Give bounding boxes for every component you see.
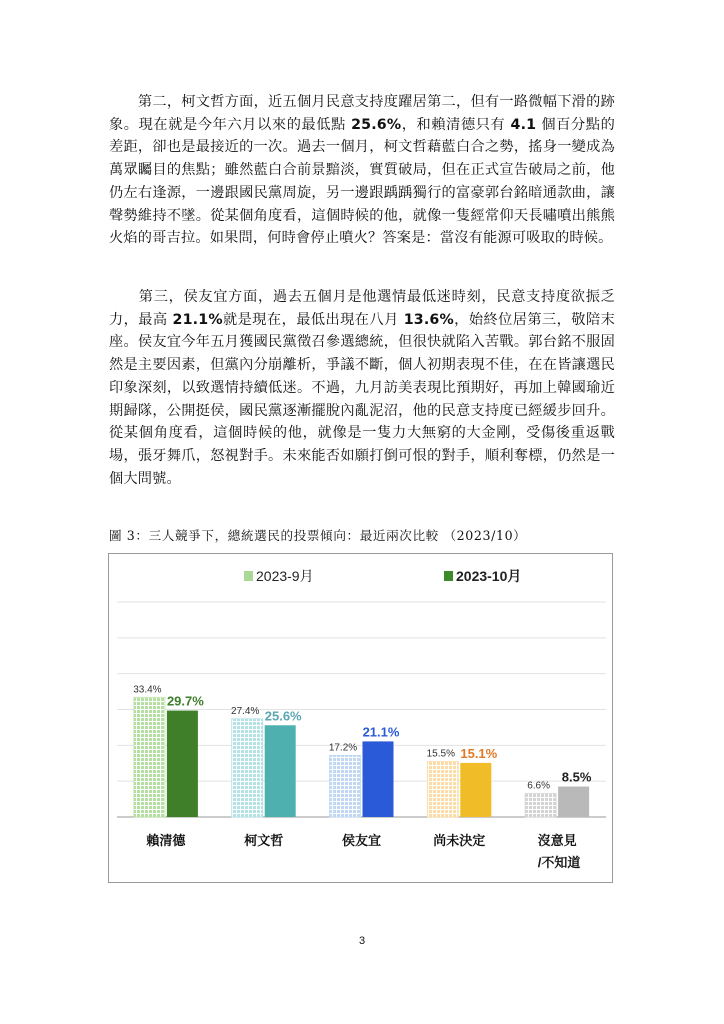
data-label-previous: 6.6% xyxy=(527,780,550,792)
bar-current xyxy=(558,787,589,817)
data-label-current: 25.6% xyxy=(264,708,302,724)
category-label: 賴清德 xyxy=(146,833,186,848)
data-label-current: 15.1% xyxy=(460,745,498,761)
paragraph-hou-yu-ih xyxy=(109,286,615,490)
legend-label: 2023-10月 xyxy=(456,568,522,584)
paragraph-text: 個百分點的差距，卻也是最接近的一次。過去一個月，柯文哲藉藍白合之勢，搖身一變成為萬眾矚目的焦點；雖然藍白合前景黯淡，實質破局，但在正式宣告破局之前，他仍左右逢源，一邊跟國民黨周旋，另一邊跟踽踽獨行的富豪郭台銘暗通款曲，讓聲勢維持不墜。從某個角度看，這個時候的他，就像一隻經常仰天長嘯噴出熊熊火焰的哥吉拉。如果問，何時會停止噴火？答案是：當沒有能源可吸取的時候。 xyxy=(109,116,615,247)
legend-label: 2023-9月 xyxy=(256,568,314,584)
bar-current xyxy=(363,741,394,817)
bar-current xyxy=(167,711,198,817)
data-label-current: 8.5% xyxy=(561,769,592,785)
bar-current xyxy=(265,725,296,817)
paragraph-text: ，和賴清德只有 xyxy=(401,116,511,133)
bar-previous xyxy=(134,697,165,817)
bold-figure: 13.6% xyxy=(403,311,454,328)
category-label: 柯文哲 xyxy=(244,833,284,848)
bold-figure: 4.1 xyxy=(510,116,537,133)
data-label-previous: 15.5% xyxy=(426,748,455,760)
data-label-current: 21.1% xyxy=(362,724,400,740)
legend-swatch xyxy=(244,571,253,581)
paragraph-text: 就是現在，最低出現在八月 xyxy=(222,311,404,328)
category-label: 沒意見 xyxy=(537,833,577,848)
bar-chart xyxy=(108,553,613,883)
bold-figure: 25.6% xyxy=(351,116,402,133)
paragraph-ko-wen-je xyxy=(109,91,615,250)
bar-previous xyxy=(427,761,458,817)
data-label-previous: 33.4% xyxy=(133,684,162,696)
paragraph-text: 第三，侯友宜方面，過去五個月是他選情最低迷時刻，民意支持度欲振乏力，最高 xyxy=(109,289,615,328)
paragraph-text: 第二，柯文哲方面，近五個月民意支持度躍居第二，但有一路微幅下滑的跡象。現在就是今年六月以來的最低點 xyxy=(109,94,615,133)
bar-previous xyxy=(525,793,556,817)
bar-previous xyxy=(232,719,263,817)
page-number: 3 xyxy=(358,935,366,947)
bar-current xyxy=(460,763,491,817)
bold-figure: 21.1% xyxy=(172,311,223,328)
bar-previous xyxy=(330,755,361,817)
figure-caption: 圖 3：三人競爭下，總統選民的投票傾向：最近兩次比較 （2023/10） xyxy=(109,528,527,543)
data-label-current: 29.7% xyxy=(166,693,204,709)
category-label: 尚未決定 xyxy=(433,833,486,848)
data-label-previous: 17.2% xyxy=(328,742,358,754)
category-label: 侯友宜 xyxy=(341,833,382,848)
bar-chart-svg xyxy=(109,554,614,884)
category-label: /不知道 xyxy=(537,855,581,870)
data-label-previous: 27.4% xyxy=(231,705,260,717)
legend-swatch xyxy=(444,571,453,581)
paragraph-text: ，始終位居第三，敬陪末座。侯友宜今年五月獲國民黨徵召參選總統，但很快就陷入苦戰。郭台銘不服固然是主要因素，但黨內分崩離析，爭議不斷，個人初期表現不佳，在在皆讓選民印象深刻，以致選情持續低迷。不過，九月訪美表現比預期好，再加上韓國瑜近期歸隊，公開挺侯，國民黨逐漸擺脫內亂泥沼，他的民意支持度已經緩步回升。從某個角度看，這個時候的他，就像是一隻力大無窮的大金剛，受傷後重返戰場，張牙舞爪，怒視對手。未來能否如願打倒可恨的對手，順利奪標，仍然是一個大問號。 xyxy=(109,311,615,487)
